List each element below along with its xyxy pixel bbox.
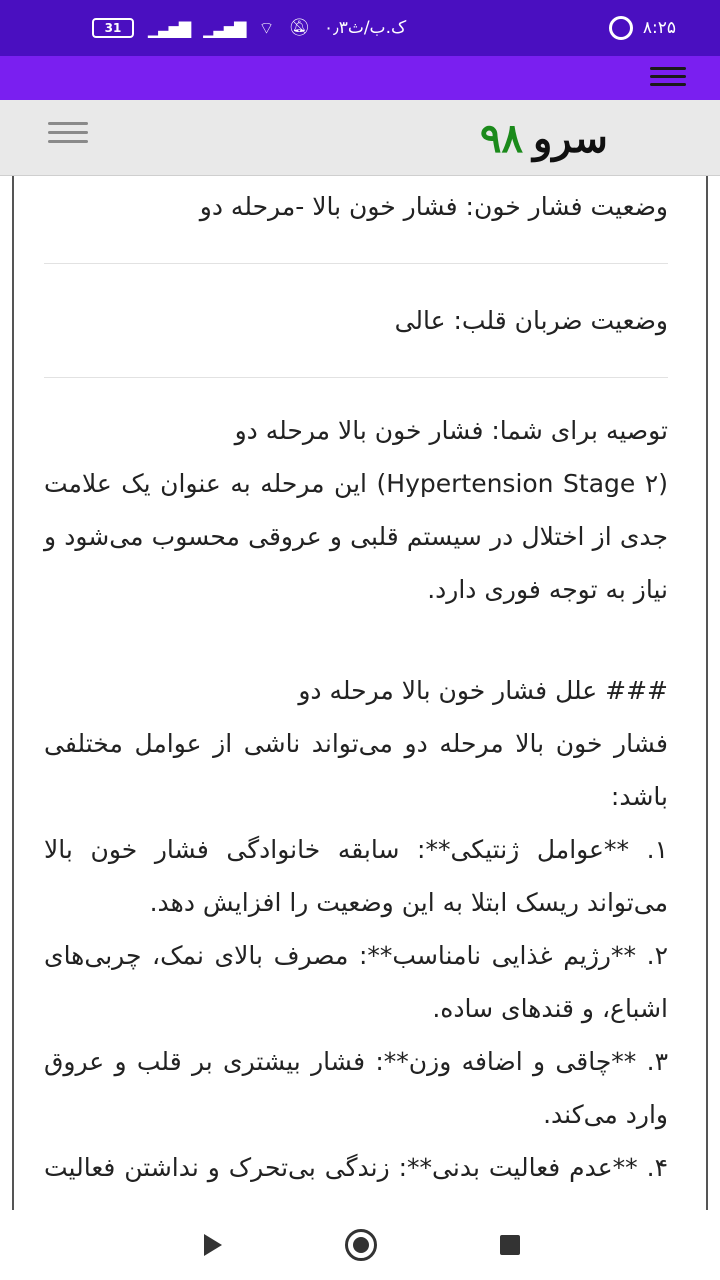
status-right-group <box>609 0 676 56</box>
cause-item: ۳. **چاقی و اضافه وزن**: فشار بیشتری بر قلب و عروق وارد می‌کند. <box>44 1047 668 1129</box>
heart-rate-status: وضعیت ضربان قلب: عالی <box>394 306 668 335</box>
signal-icon: ▁▃▅▇ <box>148 18 190 38</box>
cause-item: ۴. **عدم فعالیت بدنی**: زندگی بی‌تحرک و نداشتن فعالیت <box>44 1153 668 1182</box>
app-icon <box>609 16 633 40</box>
wifi-icon: ⌔ <box>258 18 275 39</box>
network-speed: ۰٫۳ک.ب/ث <box>324 18 407 38</box>
logo-text: سرو <box>532 114 608 162</box>
navigation-bar <box>0 1210 720 1280</box>
clock: ۸:۲۵ <box>642 18 676 38</box>
battery-icon: 31 <box>92 18 134 38</box>
mute-icon: 🔕︎ <box>288 18 311 38</box>
status-bar <box>0 0 720 56</box>
content-panel[interactable] <box>12 176 708 1210</box>
site-header <box>0 100 720 176</box>
content-text <box>14 176 706 1247</box>
recommendation-text: توصیه برای شما: فشار خون بالا مرحله دو (Hypertension Stage ۲) این مرحله به عنوان یک علامت جدی از اختلال در سیستم قلبی و عروقی محسوب می‌شود و نیاز به توجه فوری دارد. <box>44 416 668 604</box>
cause-item: ۱. **عوامل ژنتیکی**: سابقه خانوادگی فشار خون بالا می‌تواند ریسک ابتلا به این وضعیت را افزایش دهد. <box>44 835 668 917</box>
cause-item: ۲. **رژیم غذایی نامناسب**: مصرف بالای نمک، چربی‌های اشباع، و قندهای ساده. <box>44 941 668 1023</box>
causes-heading: ### علل فشار خون بالا مرحله دو <box>298 676 668 705</box>
app-menu-icon[interactable] <box>650 62 686 91</box>
app-bar <box>0 56 720 100</box>
site-logo[interactable] <box>480 112 608 164</box>
back-icon[interactable] <box>204 1234 222 1256</box>
recent-apps-icon[interactable] <box>500 1235 520 1255</box>
logo-number: ۹۸ <box>480 114 523 162</box>
spacer <box>44 616 668 664</box>
site-menu-icon[interactable] <box>48 116 88 149</box>
divider <box>44 377 668 378</box>
divider <box>44 263 668 264</box>
home-icon[interactable] <box>345 1229 377 1261</box>
causes-intro: فشار خون بالا مرحله دو می‌تواند ناشی از عوامل مختلفی باشد: <box>44 729 668 811</box>
signal-icon-2: ▁▃▅▇ <box>203 18 245 38</box>
status-left-group <box>92 0 406 56</box>
blood-pressure-status: وضعیت فشار خون: فشار خون بالا -مرحله دو <box>199 192 668 221</box>
